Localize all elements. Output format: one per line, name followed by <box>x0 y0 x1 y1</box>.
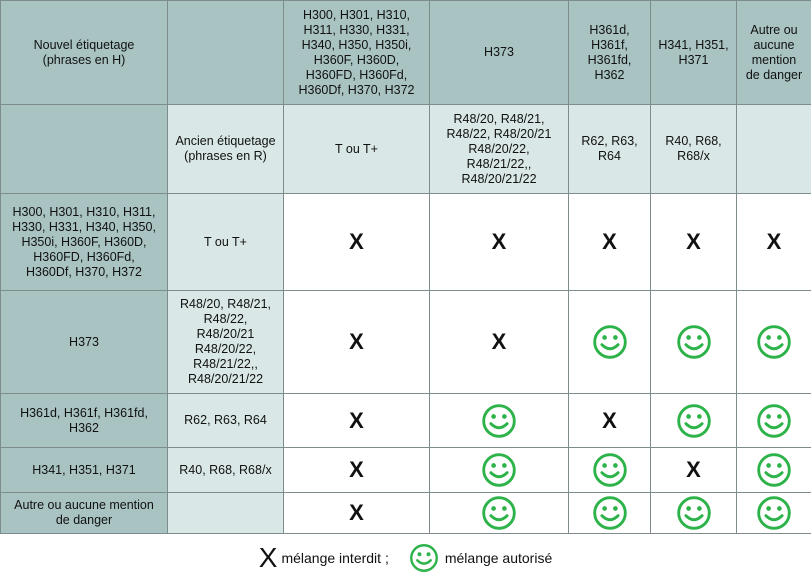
smiley-icon <box>481 495 517 531</box>
mix-cell <box>284 448 430 493</box>
mix-cell <box>737 194 811 291</box>
mix-cell <box>430 493 569 534</box>
col-header-r-1: R48/20, R48/21, R48/22, R48/20/21 R48/20/22, R48/21/22,, R48/20/21/22 <box>430 105 569 194</box>
row-header-r: R40, R68, R68/x <box>168 448 284 493</box>
mix-cell <box>430 394 569 448</box>
table-row <box>1 448 811 493</box>
mix-cell <box>284 194 430 291</box>
col-header-h-2: H361d, H361f, H361fd, H362 <box>569 1 651 105</box>
table-row <box>1 291 811 394</box>
x-mark: X <box>349 407 364 433</box>
smiley-icon <box>756 403 792 439</box>
legend <box>0 538 811 578</box>
row-header-h: Autre ou aucune mention de danger <box>1 493 168 534</box>
legend-x-symbol: X <box>258 542 278 573</box>
smiley-icon <box>481 403 517 439</box>
mix-cell <box>737 291 811 394</box>
x-mark: X <box>349 329 364 354</box>
col-header-r-2: R62, R63, R64 <box>569 105 651 194</box>
smiley-icon <box>676 495 712 531</box>
legend-forbidden-text: mélange interdit ; <box>281 550 389 566</box>
row-header-r: R48/20, R48/21, R48/22, R48/20/21 R48/20/22, R48/21/22,, R48/20/21/22 <box>168 291 284 394</box>
mix-cell <box>284 291 430 394</box>
col-header-h-0: H300, H301, H310, H311, H330, H331, H340, H350, H350i, H360F, H360D, H360FD, H360Fd, H360Df, H370, H372 <box>284 1 430 105</box>
row-header-h: H300, H301, H310, H311, H330, H331, H340, H350, H350i, H360F, H360D, H360FD, H360Fd, H360Df, H370, H372 <box>1 194 168 291</box>
col-header-h-4: Autre ou aucune mention de danger <box>737 1 811 105</box>
smiley-icon <box>756 452 792 488</box>
mix-cell <box>737 448 811 493</box>
row-header-h: H373 <box>1 291 168 394</box>
mix-cell <box>651 448 737 493</box>
mix-cell <box>737 493 811 534</box>
smiley-icon <box>676 403 712 439</box>
col-header-h-3: H341, H351, H371 <box>651 1 737 105</box>
mix-cell <box>651 291 737 394</box>
mix-cell <box>569 394 651 448</box>
smiley-icon <box>676 324 712 360</box>
x-mark: X <box>491 229 507 254</box>
mix-cell <box>569 291 651 394</box>
col-header-r-0: T ou T+ <box>284 105 430 194</box>
mix-cell <box>569 194 651 291</box>
old-labeling-header: Ancien étiquetage (phrases en R) <box>168 105 284 194</box>
mix-cell <box>737 394 811 448</box>
x-mark: X <box>349 229 364 254</box>
row-header-r: T ou T+ <box>168 194 284 291</box>
blank-header-cell <box>1 105 168 194</box>
legend-allowed-text: mélange autorisé <box>444 550 553 566</box>
smiley-icon <box>756 324 792 360</box>
new-labeling-header: Nouvel étiquetage (phrases en H) <box>1 1 168 105</box>
x-mark: X <box>766 229 782 254</box>
smiley-icon <box>592 452 628 488</box>
row-header-r: R62, R63, R64 <box>168 394 284 448</box>
col-header-r-4 <box>737 105 811 194</box>
x-mark: X <box>602 229 617 254</box>
smiley-icon <box>409 543 439 573</box>
smiley-icon <box>756 495 792 531</box>
mix-cell <box>284 394 430 448</box>
col-header-r-3: R40, R68, R68/x <box>651 105 737 194</box>
x-mark: X <box>602 407 617 433</box>
mix-cell <box>569 448 651 493</box>
table-row <box>1 394 811 448</box>
table-row <box>1 194 811 291</box>
mix-cell <box>651 493 737 534</box>
smiley-icon <box>592 495 628 531</box>
table-row <box>1 493 811 534</box>
x-mark: X <box>686 229 701 254</box>
smiley-icon <box>592 324 628 360</box>
x-mark: X <box>349 500 364 525</box>
row-header-h: H361d, H361f, H361fd, H362 <box>1 394 168 448</box>
mix-cell <box>430 448 569 493</box>
smiley-icon <box>409 543 439 573</box>
row-header-h: H341, H351, H371 <box>1 448 168 493</box>
mix-cell <box>569 493 651 534</box>
x-mark: X <box>349 457 364 482</box>
mix-cell <box>651 194 737 291</box>
col-header-h-1: H373 <box>430 1 569 105</box>
mix-cell <box>651 394 737 448</box>
corner-cell <box>168 1 284 105</box>
mix-cell <box>284 493 430 534</box>
x-mark: X <box>491 329 507 354</box>
mix-cell <box>430 291 569 394</box>
smiley-icon <box>481 452 517 488</box>
x-mark: X <box>686 457 701 482</box>
row-header-r <box>168 493 284 534</box>
mix-cell <box>430 194 569 291</box>
